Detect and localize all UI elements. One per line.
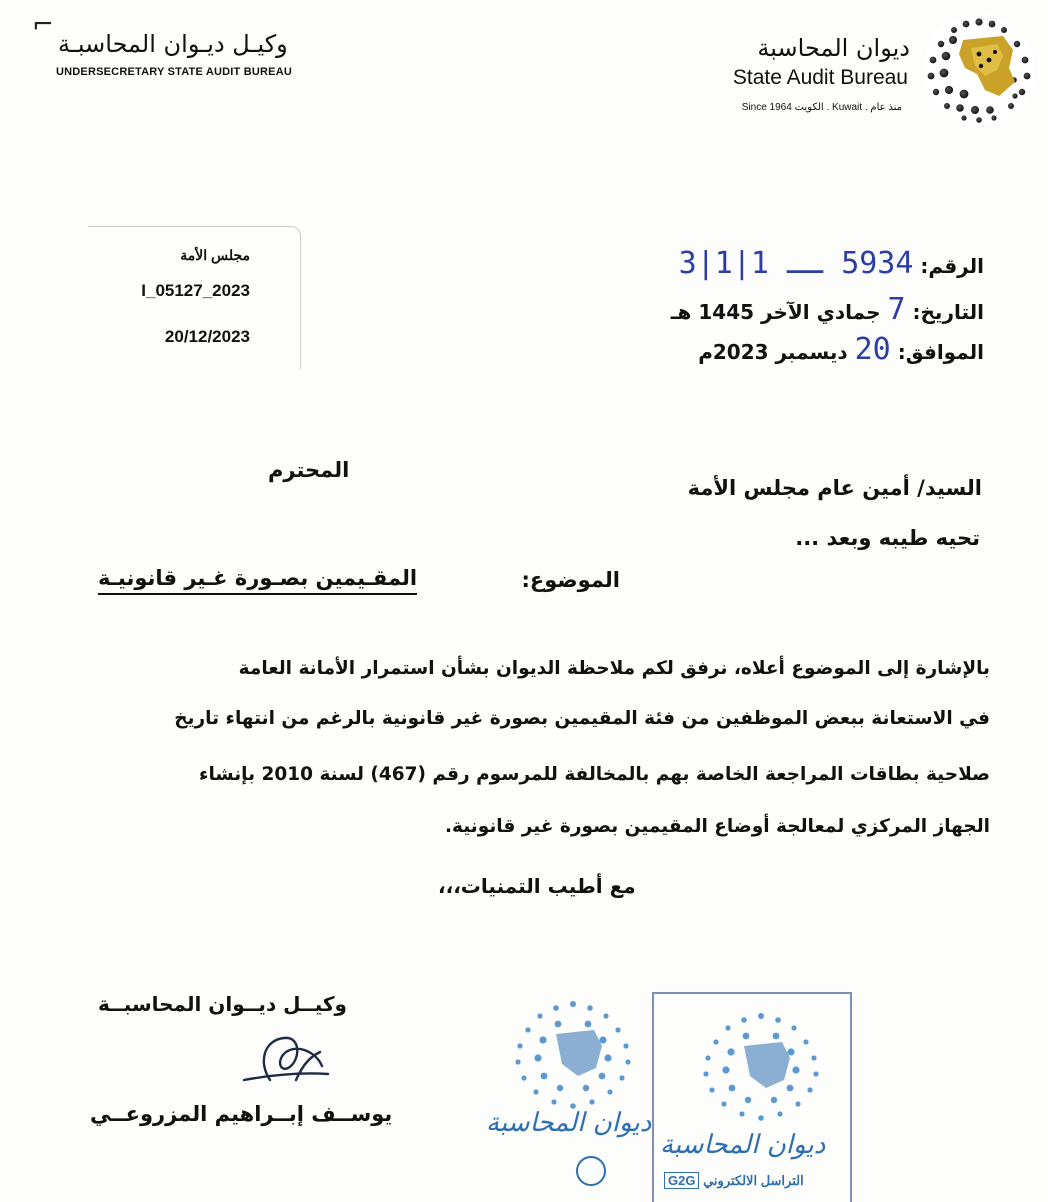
- bureau-name-english: State Audit Bureau: [732, 66, 908, 89]
- bureau-since-line: Since 1964 الكويت . Kuwait . منذ عام: [741, 102, 902, 113]
- state-audit-bureau-logo: [918, 10, 1040, 130]
- addressee: السيد/ أمين عام مجلس الأمة: [687, 476, 982, 500]
- reference-number-value: 5934 ــ 1|1|3: [678, 246, 914, 281]
- greeting: تحيه طيبه وبعد ...: [795, 526, 980, 550]
- reference-date-rest: جمادي الآخر 1445 هـ: [670, 300, 881, 324]
- stamp-emblem-icon: [576, 1156, 606, 1186]
- registry-number: I_05127_2023: [141, 281, 250, 300]
- stamp-footer-text: التراسل الالكتروني: [703, 1173, 804, 1188]
- reference-number-row: [679, 246, 984, 281]
- reference-corresponding-rest: ديسمبر 2023م: [698, 340, 848, 364]
- registry-title: مجلس الأمة: [180, 247, 250, 263]
- body-line-4: الجهاز المركزي لمعالجة أوضاع المقيمين بصورة غير قانونية.: [444, 816, 990, 837]
- bureau-name-arabic: ديوان المحاسبة: [757, 34, 910, 62]
- reference-corresponding-row: [698, 332, 984, 367]
- stamp-footer: [660, 1172, 804, 1189]
- signatory-name: يوســف إبــراهيم المزروعــي: [90, 1102, 393, 1126]
- reference-date-day: 7: [887, 292, 906, 327]
- reference-date-label: التاريخ:: [912, 300, 984, 324]
- stamp-g2g-tag: G2G: [664, 1172, 699, 1189]
- body-line-1: بالإشارة إلى الموضوع أعلاه، نرفق لكم ملاحظة الديوان بشأن استمرار الأمانة العامة: [238, 658, 990, 679]
- honorific: المحترم: [268, 458, 350, 482]
- reference-corresponding-label: الموافق:: [897, 340, 984, 364]
- signatory-title: وكيــل ديــوان المحاسبــة: [98, 992, 347, 1016]
- subject-label: الموضوع:: [521, 568, 620, 592]
- undersecretary-title-english: UNDERSECRETARY STATE AUDIT BUREAU: [56, 66, 292, 78]
- registry-stamp: [88, 226, 301, 369]
- stamp-globe-icon-secondary: [686, 996, 836, 1146]
- corner-mark: ⌐: [32, 10, 54, 40]
- reference-corresponding-day: 20: [854, 332, 891, 367]
- reference-date-row: [671, 292, 984, 327]
- undersecretary-title-arabic: وكيـل ديـوان المحاسبـة: [58, 30, 288, 58]
- closing: مع أطيب التمنيات،،،: [438, 874, 636, 898]
- handwritten-signature: [236, 1022, 336, 1102]
- reference-number-label: الرقم:: [920, 254, 984, 278]
- body-line-3: صلاحية بطاقات المراجعة الخاصة بهم بالمخالفة للمرسوم رقم (467) لسنة 2010 بإنشاء: [198, 764, 990, 785]
- stamp-bureau-text-left: ديوان المحاسبة: [486, 1108, 652, 1138]
- subject-value: المقـيمين بصـورة غـير قانونيـة: [98, 566, 417, 595]
- registry-date: 20/12/2023: [164, 327, 250, 346]
- stamp-bureau-text-right: ديوان المحاسبة: [660, 1130, 826, 1160]
- body-line-2: في الاستعانة ببعض الموظفين من فئة المقيمين بصورة غير قانونية بالرغم من انتهاء تاريخ: [174, 708, 990, 729]
